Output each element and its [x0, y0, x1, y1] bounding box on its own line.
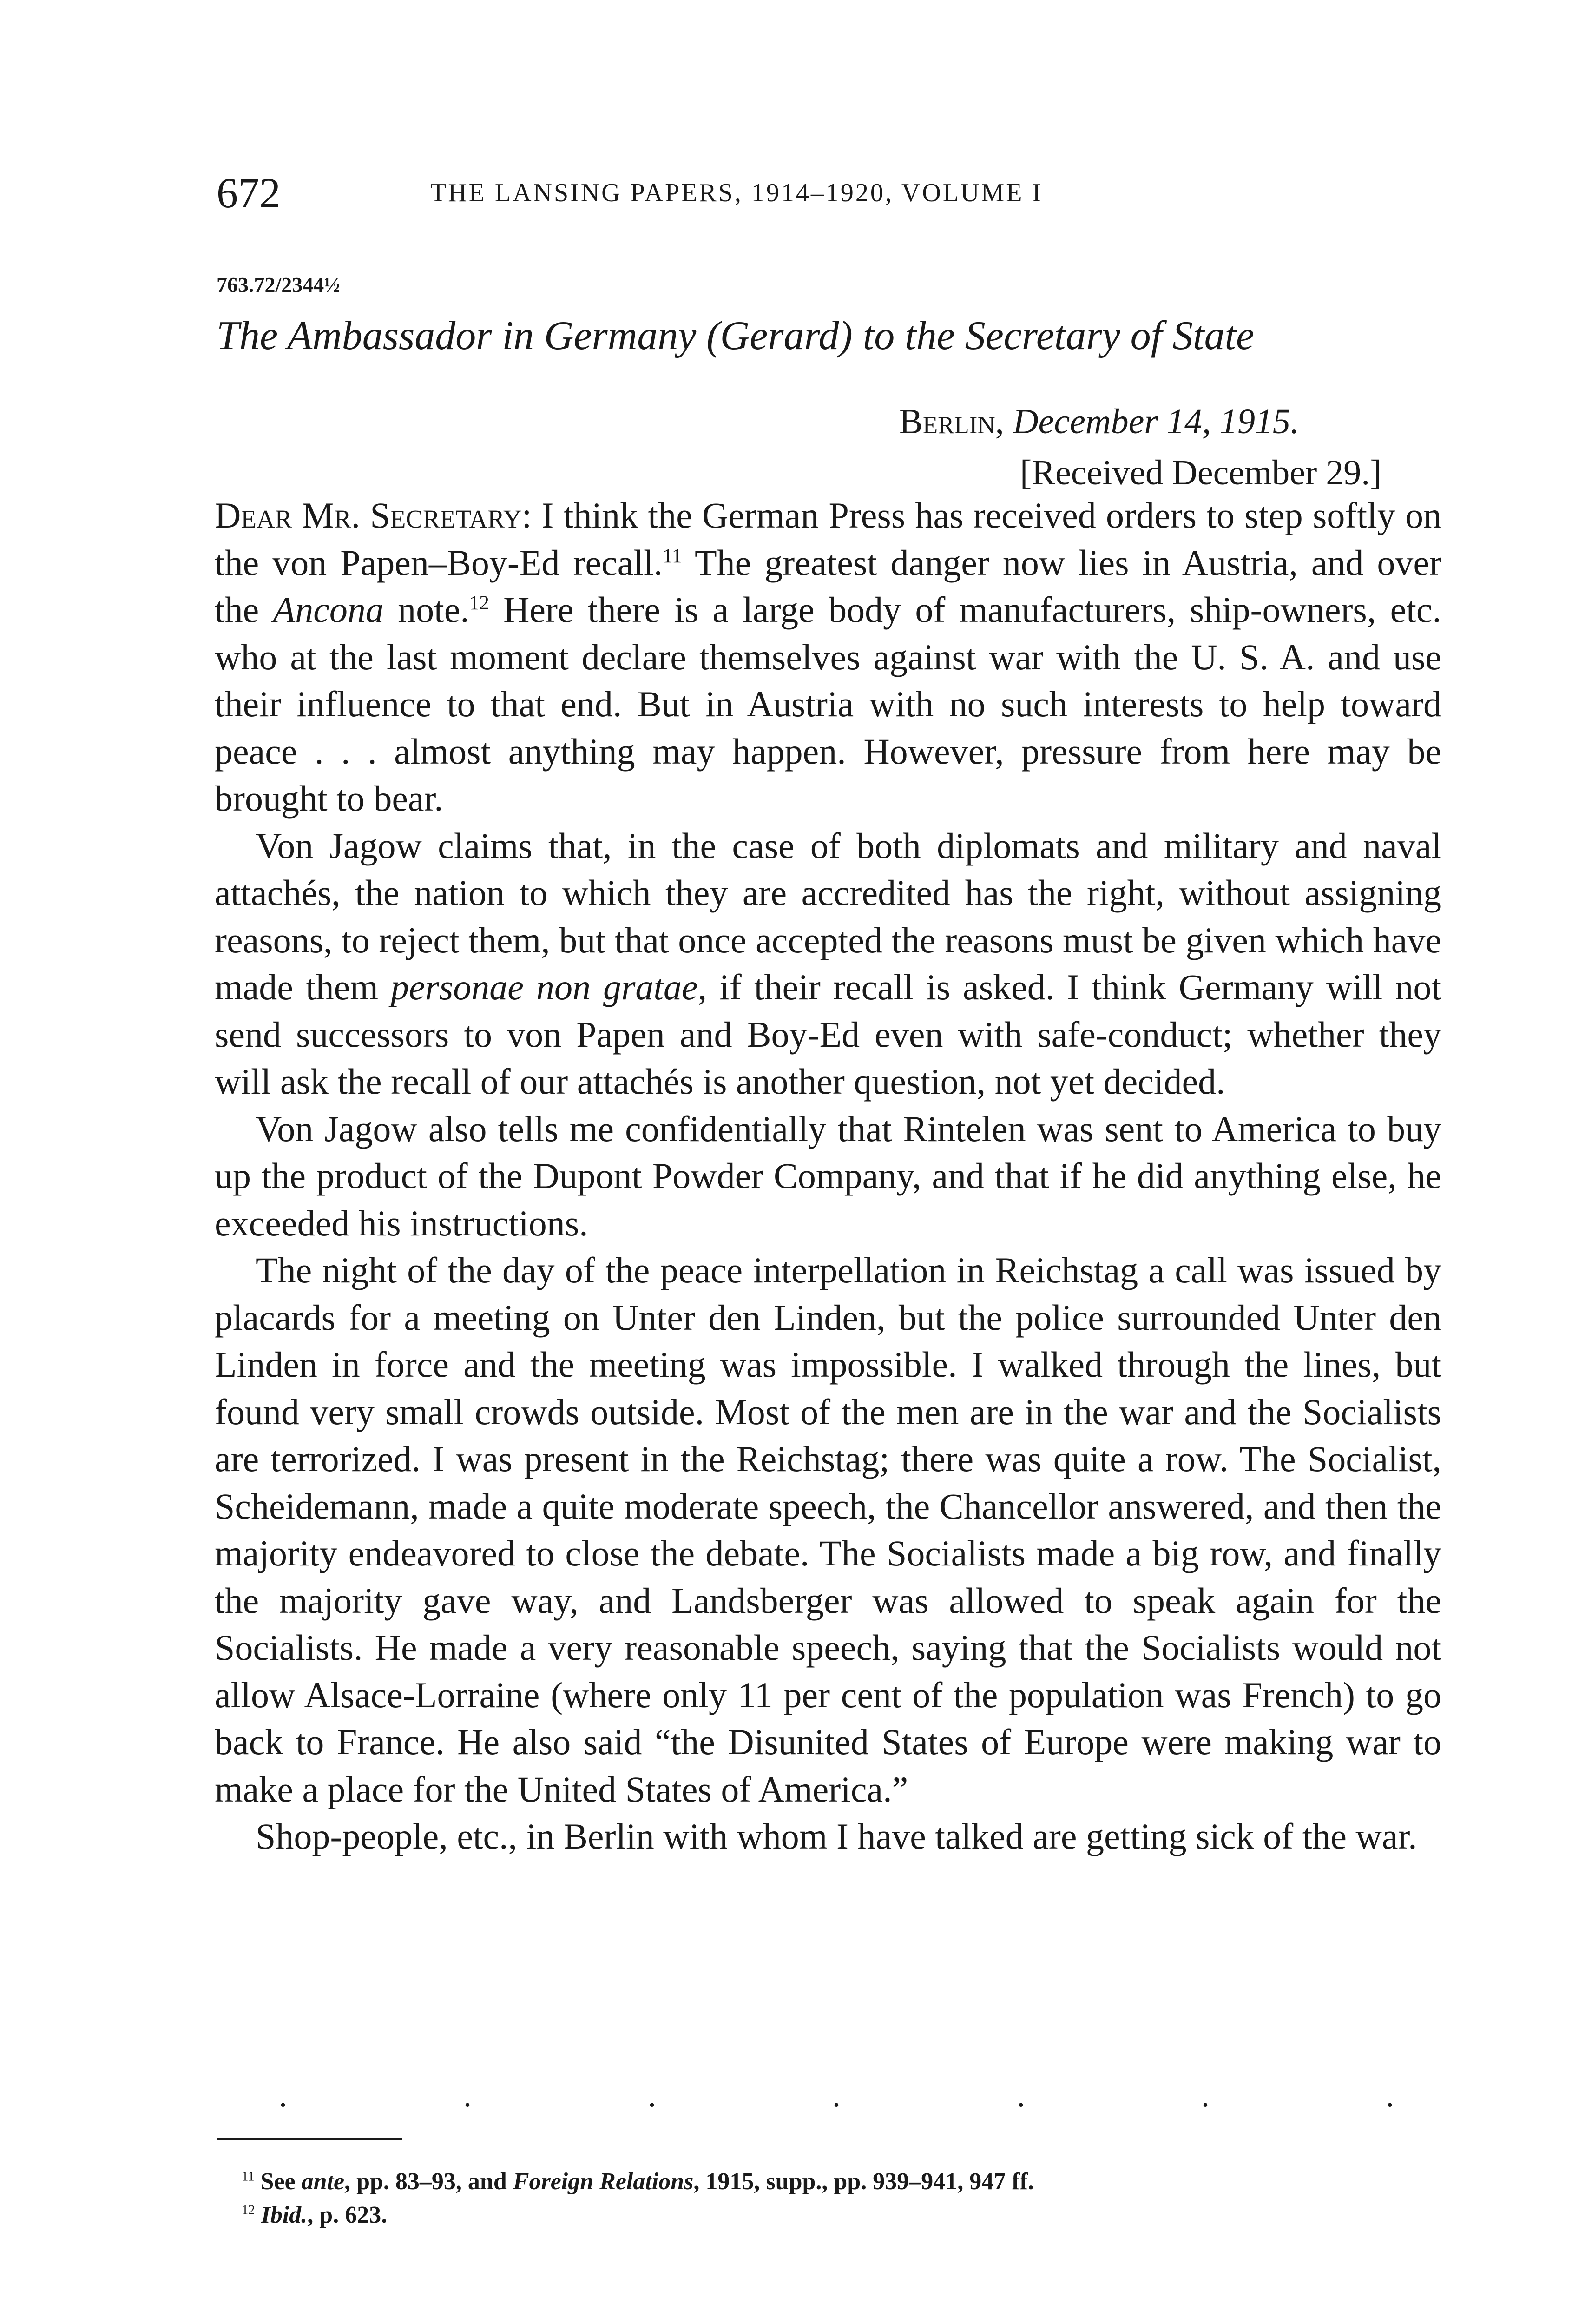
- body-paragraph: [215, 1247, 1441, 1813]
- omission-dot: .: [463, 2077, 472, 2114]
- text-run: I think the German Press has received orders to step softly on the von Papen–Boy-Ed recall.: [215, 495, 1441, 583]
- footnote: [242, 2199, 1450, 2232]
- bold-italic-run: Foreign Relations: [513, 2168, 694, 2195]
- text-run: The greatest danger now lies in Austria, and over the: [215, 542, 1441, 630]
- omission-dot: .: [832, 2077, 841, 2114]
- dateline-date: December 14, 1915.: [1013, 402, 1299, 441]
- bold-italic-run: ante: [301, 2168, 345, 2195]
- text-run: , p. 623.: [307, 2202, 388, 2228]
- page-header: [217, 167, 1378, 218]
- body-paragraph: [215, 822, 1441, 1105]
- omission-dot: .: [648, 2077, 656, 2114]
- body-paragraph: [215, 1105, 1441, 1247]
- text-run: , if their recall is asked. I think Germany will not send successors to von Papen and Boy-Ed even with safe-conduct; whether they will ask the recall of our attachés is another question, not yet decided.: [215, 967, 1441, 1102]
- text-run: See: [254, 2168, 302, 2195]
- text-run: Von Jagow also tells me confidentially that Rintelen was sent to America to buy up the product of the Dupont Powder Company, and that if he did anything else, he exceeded his instructions.: [215, 1108, 1441, 1243]
- footnote: [242, 2165, 1450, 2199]
- omission-dot: .: [1201, 2077, 1210, 2114]
- footnote-ref: 12: [469, 592, 489, 614]
- body-paragraph: [215, 1813, 1441, 1860]
- italic-run: Ancona: [273, 589, 384, 630]
- footnote-ref: 12: [242, 2203, 255, 2218]
- text-run: note.: [383, 589, 469, 630]
- italic-run: personae non gratae: [390, 967, 698, 1007]
- text-run: , 1915, supp., pp. 939–941, 947 ff.: [693, 2168, 1034, 2195]
- body-paragraph: [215, 492, 1441, 822]
- footnote-ref: 11: [242, 2169, 255, 2184]
- omission-dot: .: [1386, 2077, 1394, 2114]
- text-run: , pp. 83–93, and: [344, 2168, 513, 2195]
- page-number: 672: [217, 169, 281, 217]
- text-run: Shop-people, etc., in Berlin with whom I have talked are getting sick of the war.: [256, 1816, 1417, 1856]
- bold-italic-run: Ibid.: [261, 2202, 308, 2228]
- dateline-place: Berlin,: [899, 402, 1004, 441]
- file-number: 763.72/2344½: [217, 273, 340, 297]
- text-run: Here there is a large body of manufacturers, ship-owners, etc. who at the last moment declare themselves against war with the U. S. A. and use their influence to that end. But in Austria with no such interests to help toward peace . . . almost anything may happen. However, pressure from here may be brought to bear.: [215, 589, 1441, 819]
- text-run: [255, 2202, 261, 2228]
- letter-body: [215, 492, 1441, 1860]
- omission-dots: [279, 2077, 1394, 2114]
- footnote-ref: 11: [663, 545, 682, 567]
- text-run: The night of the day of the peace interpellation in Reichstag a call was issued by placards for a meeting on Unter den Linden, but the police surrounded Unter den Linden in force and the meeting was impossible. I walked through the lines, but found very small crowds outside. Most of the men are in the war and the Socialists are terrorized. I was present in the Reichstag; there was quite a row. The Socialist, Scheidemann, made a quite moderate speech, the Chancellor answered, and then the majority endeavored to close the debate. The Socialists made a big row, and finally the majority gave way, and Landsberger was allowed to speak again for the Socialists. He made a very reasonable speech, saying that the Socialists would not allow Alsace-Lorraine (where only 11 per cent of the population was French) to go back to France. He also said “the Disunited States of Europe were making war to make a place for the United States of America.”: [215, 1250, 1441, 1809]
- footnotes: [242, 2165, 1450, 2232]
- dateline: [899, 396, 1299, 447]
- received-date: [Received December 29.]: [1020, 453, 1382, 492]
- running-head: THE LANSING PAPERS, 1914–1920, VOLUME I: [430, 178, 1043, 207]
- document-title: The Ambassador in Germany (Gerard) to the Secretary of State: [217, 313, 1255, 358]
- text-run: Von Jagow claims that, in the case of both diplomats and military and naval attachés, the nation to which they are accredited has the right, without assigning reasons, to reject them, but that once accepted the reasons must be given which have made them: [215, 825, 1441, 1007]
- salutation: Dear Mr. Secretary:: [215, 495, 532, 535]
- omission-dot: .: [1017, 2077, 1025, 2114]
- omission-dot: .: [279, 2077, 287, 2114]
- footnote-divider: [217, 2138, 402, 2140]
